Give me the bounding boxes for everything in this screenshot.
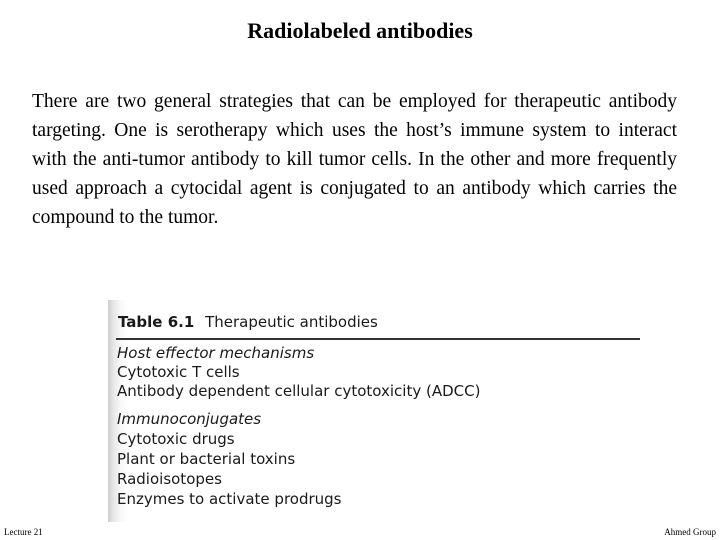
table-row: Enzymes to activate prodrugs <box>117 490 342 508</box>
table-row: Cytotoxic T cells <box>117 363 240 381</box>
table-title: Therapeutic antibodies <box>205 313 378 331</box>
slide-title: Radiolabeled antibodies <box>247 18 473 43</box>
footer-author: Ahmed Group <box>664 527 716 537</box>
table-row: Antibody dependent cellular cytotoxicity (ADCC) <box>117 382 481 400</box>
group-heading-host-effector: Host effector mechanisms <box>117 344 315 362</box>
group-heading-immunoconjugates: Immunoconjugates <box>117 410 262 428</box>
table-figure <box>108 300 640 522</box>
table-row: Cytotoxic drugs <box>117 430 235 448</box>
table-number: Table 6.1 <box>118 313 195 331</box>
table-rule <box>116 338 640 340</box>
table-row: Plant or bacterial toxins <box>117 450 296 468</box>
footer-lecture: Lecture 21 <box>4 527 43 537</box>
body-paragraph: There are two general strategies that can be employed for therapeutic antibody targeting. One is serotherapy which uses the host’s immune system to interact with the anti-tumor antibody to kill tumor cells. In the other and more frequently used approach a cytocidal agent is conjugated to an antibody which carries the compound to the tumor. <box>32 91 677 228</box>
table-row: Radioisotopes <box>117 470 222 488</box>
table-caption <box>118 313 378 331</box>
